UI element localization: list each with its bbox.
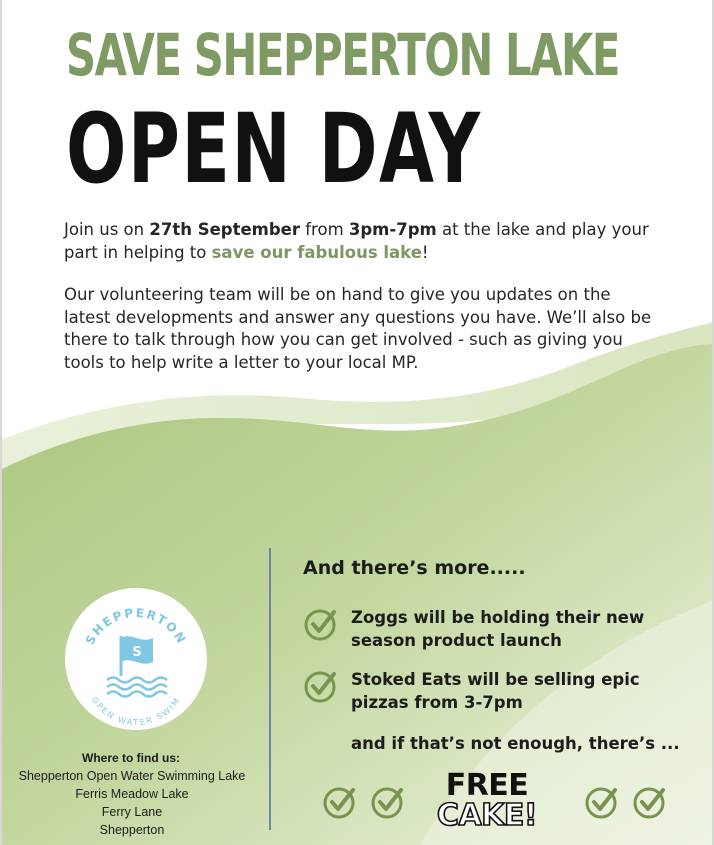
column-divider xyxy=(269,548,271,830)
logo-graphic xyxy=(65,588,207,730)
list-item: Zoggs will be holding their new season product launch xyxy=(351,608,645,650)
highlight-text: save our fabulous lake xyxy=(211,242,422,262)
free-label: FREE xyxy=(445,768,529,803)
address-line: Ferris Meadow Lake xyxy=(75,787,189,801)
intro-paragraph xyxy=(64,219,654,264)
list-item: Stoked Eats will be selling epic pizzas from 3-7pm xyxy=(351,670,640,712)
where-heading: Where to find us: xyxy=(82,751,180,765)
check-circle-icon xyxy=(322,784,358,820)
check-circle-icon xyxy=(370,784,406,820)
intro-text: from xyxy=(300,220,349,239)
check-circle-icon xyxy=(303,668,339,704)
shepperton-swim-logo xyxy=(65,588,207,730)
logo-flag-letter: S xyxy=(132,645,142,660)
address-line: Shepperton Open Water Swimming Lake xyxy=(18,769,246,783)
cake-label: CAKE! xyxy=(436,798,538,833)
address-line: Shepperton xyxy=(99,823,165,837)
logo-top-text: SHEPPERTON xyxy=(82,605,190,648)
volunteer-paragraph: Our volunteering team will be on hand to give you updates on the latest developments and answer any questions you have. We’ll also be there to talk through how you can get involved - such as giving you tools to help write a letter to your local MP. xyxy=(64,285,652,372)
page-subtitle: OPEN DAY xyxy=(66,93,482,205)
check-circle-icon xyxy=(584,784,620,820)
left-border xyxy=(0,0,2,845)
event-time: 3pm-7pm xyxy=(348,220,437,239)
intro-text: ! xyxy=(421,242,429,262)
enough-text: and if that’s not enough, there’s ... xyxy=(351,734,680,753)
check-circle-icon xyxy=(632,784,668,820)
event-date: 27th September xyxy=(149,220,300,239)
page-title: SAVE SHEPPERTON LAKE xyxy=(66,21,620,89)
intro-text: at the lake and play your part in helping to xyxy=(64,220,649,262)
logo-bottom-text: OPEN WATER SWIM xyxy=(89,695,183,728)
more-heading: And there’s more..... xyxy=(303,557,526,579)
address-line: Ferry Lane xyxy=(101,805,163,819)
check-circle-icon xyxy=(303,606,339,642)
intro-text: Join us on xyxy=(64,220,150,239)
